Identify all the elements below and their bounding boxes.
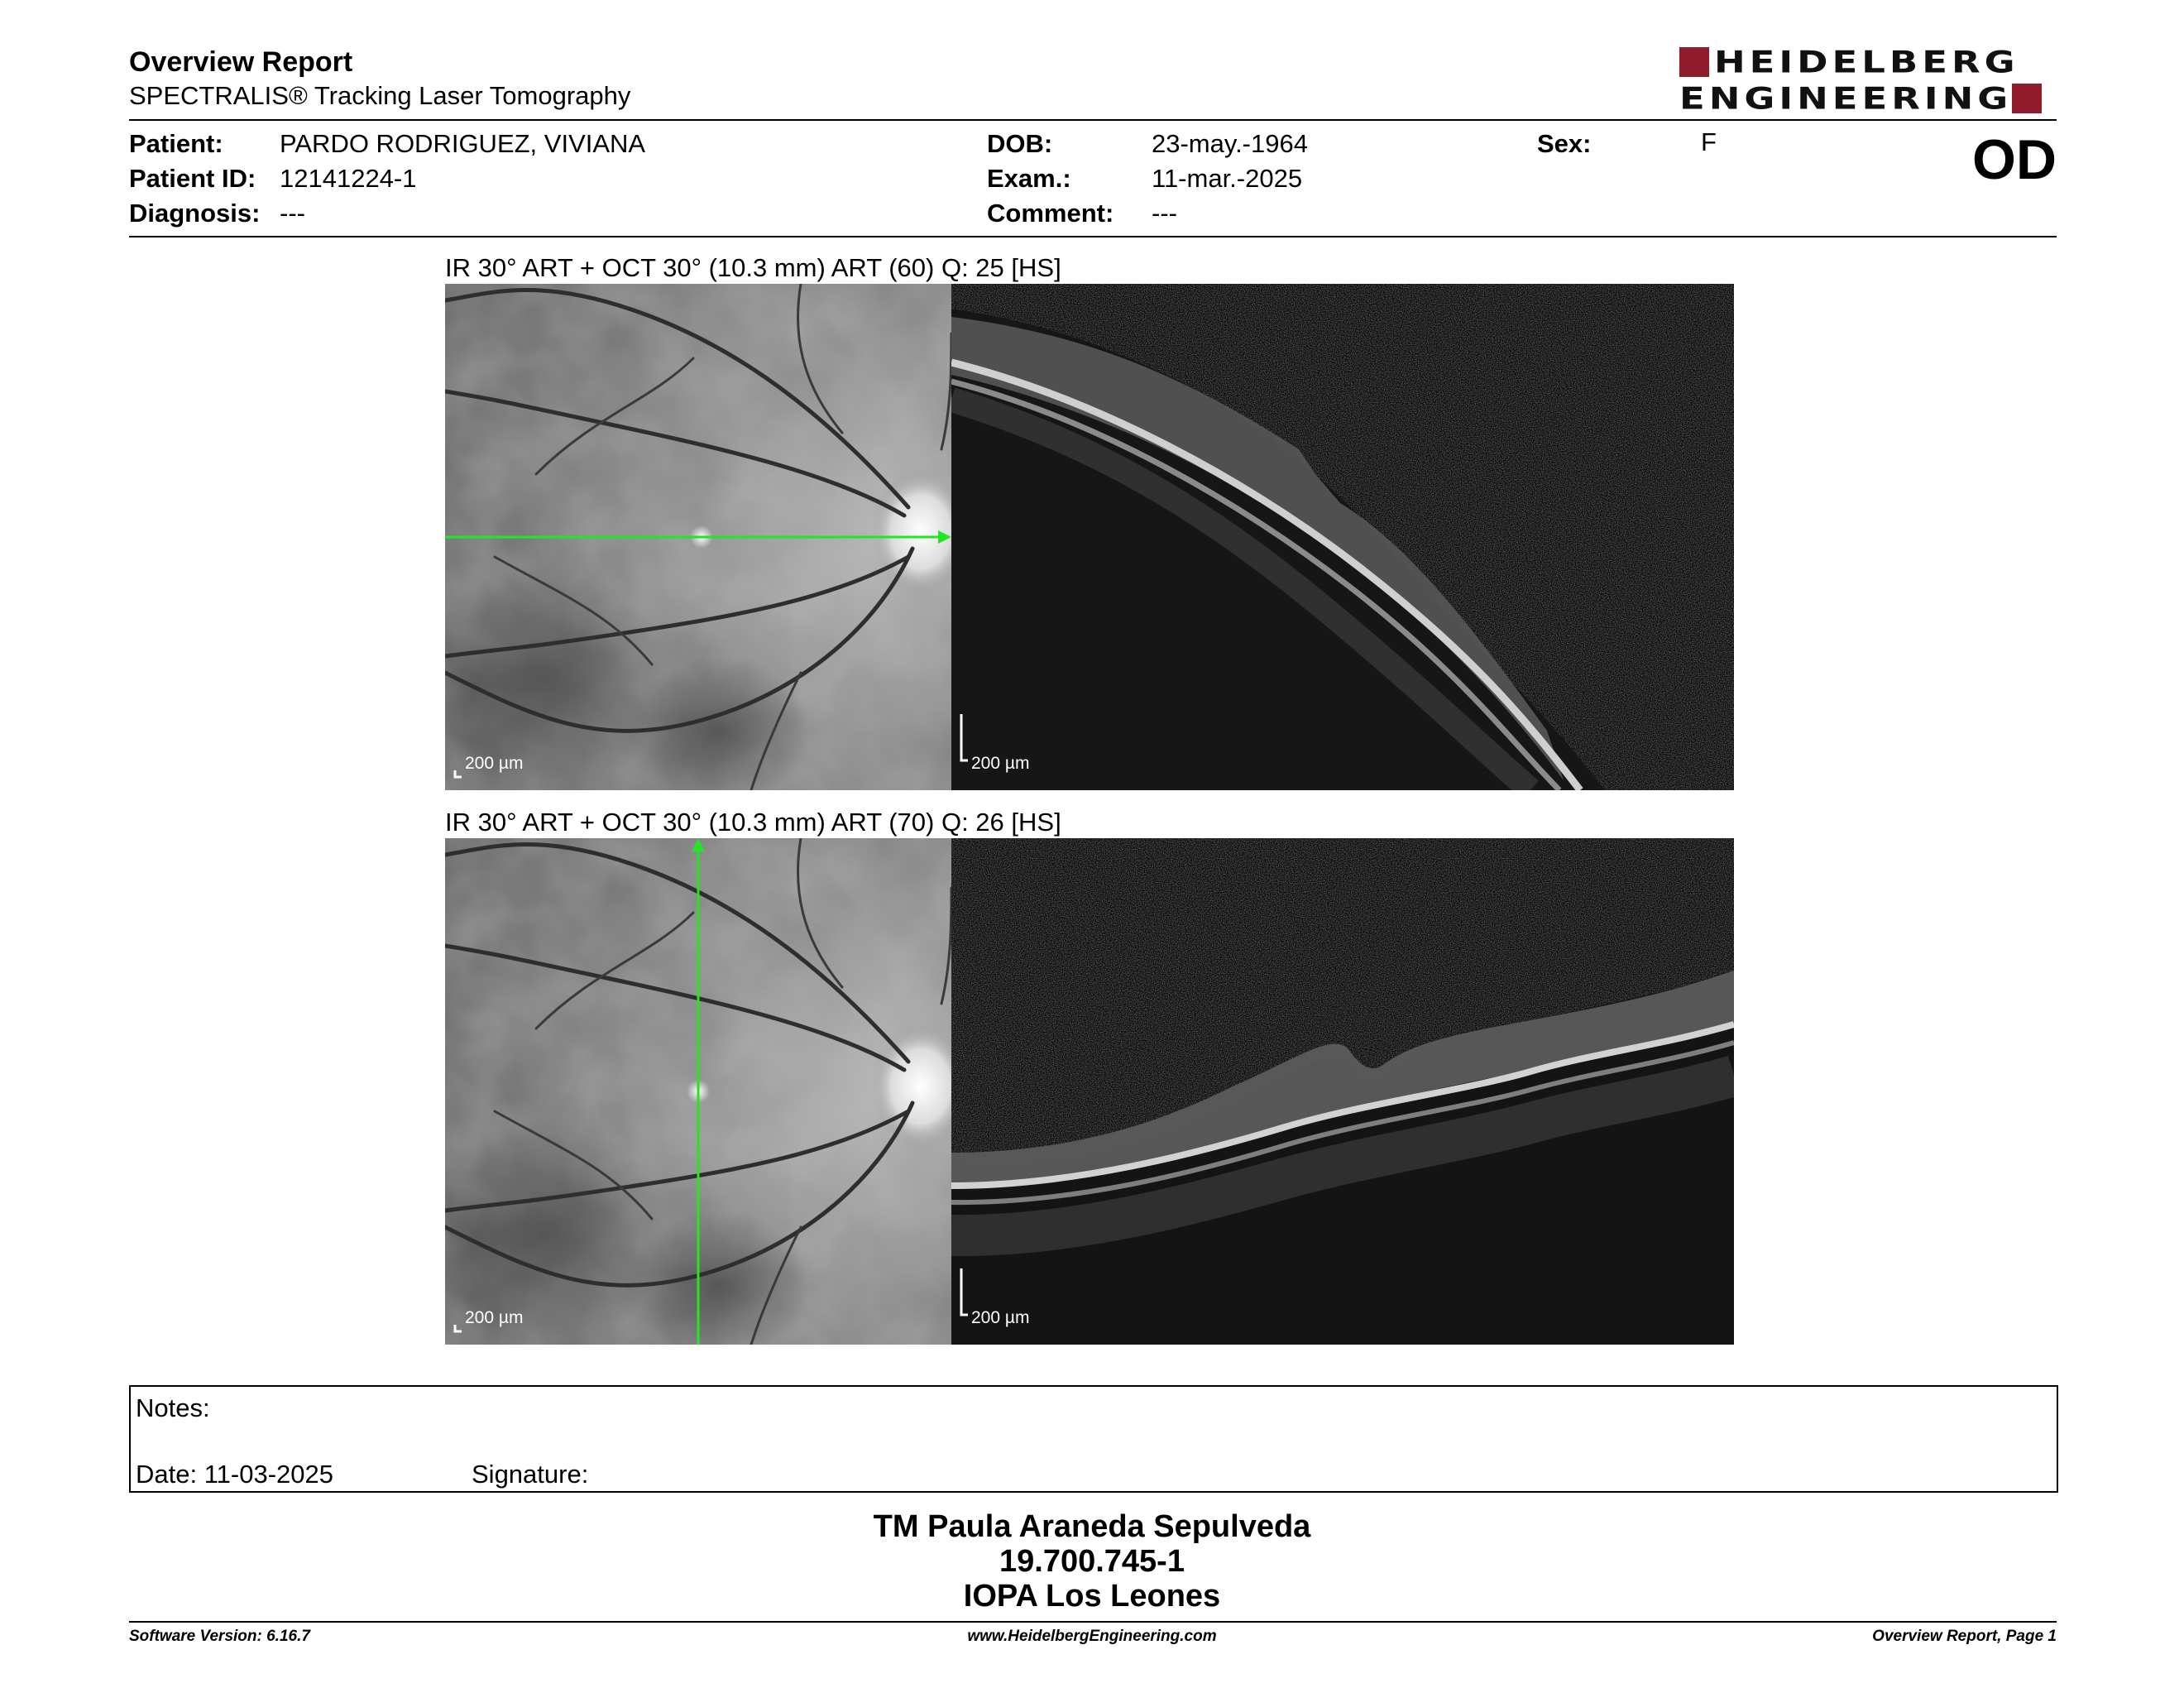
- dob-value: 23-may.-1964: [1152, 129, 1308, 158]
- patient-id-label: Patient ID:: [129, 164, 256, 193]
- heidelberg-logo: [1679, 43, 2057, 117]
- exam-label: Exam.:: [987, 164, 1071, 193]
- signer-name: TM Paula Araneda Sepulveda: [873, 1509, 1311, 1544]
- diagnosis-label: Diagnosis:: [129, 199, 261, 228]
- fundus-scale-1: 200 µm: [465, 754, 524, 773]
- oct-scale-1: 200 µm: [971, 754, 1030, 773]
- dob-label: DOB:: [987, 129, 1053, 158]
- website-link[interactable]: www.HeidelbergEngineering.com: [967, 1628, 1217, 1645]
- patient-id: 12141224-1: [280, 164, 417, 193]
- fundus-image-2: [445, 838, 951, 1345]
- scan-caption-2: IR 30° ART + OCT 30° (10.3 mm) ART (70) Q: 26 [HS]: [445, 808, 1061, 837]
- header-divider: [129, 119, 2057, 121]
- patient-name: PARDO RODRIGUEZ, VIVIANA: [280, 129, 646, 158]
- patient-divider: [129, 236, 2057, 237]
- page-number: Overview Report, Page 1: [1872, 1628, 2057, 1645]
- eye-indicator: OD: [1972, 128, 2057, 191]
- diagnosis-value: ---: [280, 199, 305, 228]
- logo-square-top: [1679, 47, 1709, 77]
- sex-label: Sex:: [1537, 129, 1592, 158]
- signature-label: Signature:: [472, 1460, 589, 1489]
- report-title: Overview Report: [129, 46, 353, 78]
- notes-box: [129, 1385, 2058, 1493]
- logo-word-engineering: ENGINEERING: [1679, 79, 2013, 117]
- logo-square-bottom: [2012, 84, 2042, 113]
- oct-scale-2: 200 µm: [971, 1308, 1030, 1327]
- signer-id: 19.700.745-1: [999, 1544, 1185, 1579]
- comment-label: Comment:: [987, 199, 1114, 228]
- comment-value: ---: [1152, 199, 1177, 228]
- software-version: Software Version: 6.16.7: [129, 1628, 310, 1645]
- report-subtitle: SPECTRALIS® Tracking Laser Tomography: [129, 81, 631, 110]
- logo-word-heidelberg: HEIDELBERG: [1714, 43, 2019, 80]
- sex-value: F: [1701, 127, 1717, 156]
- exam-value: 11-mar.-2025: [1152, 164, 1303, 193]
- fundus-image-1: [445, 284, 951, 790]
- fundus-scale-2: 200 µm: [465, 1308, 524, 1327]
- footer-divider: [129, 1621, 2057, 1623]
- patient-label: Patient:: [129, 129, 223, 158]
- notes-label: Notes:: [136, 1393, 210, 1422]
- signer-institution: IOPA Los Leones: [963, 1579, 1221, 1614]
- notes-date: Date: 11-03-2025: [136, 1460, 333, 1489]
- oct-bscan-1: [951, 284, 1734, 790]
- oct-bscan-2: [951, 838, 1734, 1345]
- scan-caption-1: IR 30° ART + OCT 30° (10.3 mm) ART (60) Q: 25 [HS]: [445, 253, 1061, 282]
